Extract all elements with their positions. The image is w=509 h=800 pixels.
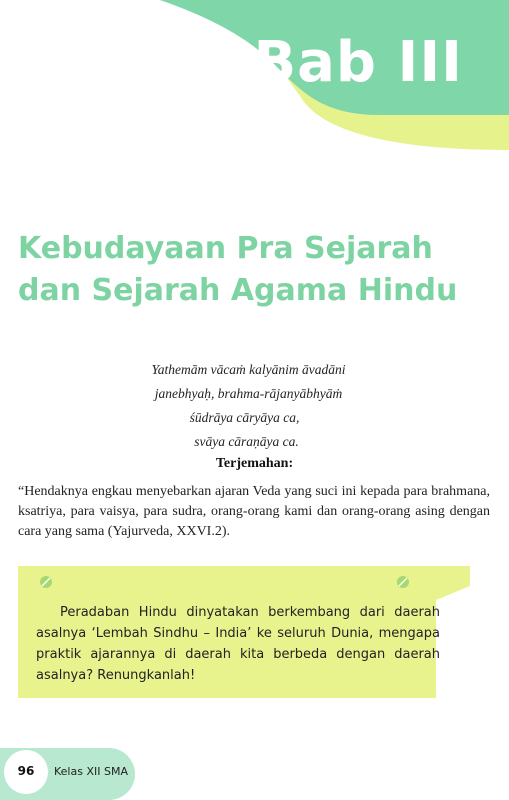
chapter-label: Bab III [253, 30, 463, 95]
translation-heading: Terjemahan: [215, 456, 294, 471]
pin-icon [40, 576, 52, 588]
chapter-title-line-1: Kebudayaan Pra Sejarah [18, 231, 433, 266]
translation-body: “Hendaknya engkau menyebarkan ajaran Veda yang suci ini kepada para brahmana, ksatriya, para vaisya, para sudra, orang-orang kami dan orang-orang asing dengan cara yang sama (Yajurveda, XXVI.2). [18, 484, 490, 539]
page-number: 96 [17, 764, 35, 778]
pin-icon [397, 576, 409, 588]
verse-line: Yathemām vācaṁ kalyānim āvadāni [151, 362, 346, 377]
chapter-title [18, 228, 488, 312]
verse-line: śūdrāya cāryāya ca, [189, 410, 300, 425]
book-label: Kelas XII SMA [54, 765, 128, 778]
verse-line: janebhyaḥ, brahma-rājanyābhyāṁ [154, 386, 343, 401]
chapter-title-line-2: dan Sejarah Agama Hindu [18, 273, 458, 308]
reflection-text: Peradaban Hindu dinyatakan berkembang dari daerah asalnya ‘Lembah Sindhu – India’ ke seluruh Dunia, mengapa praktik ajarannya di daerah kita berbeda dengan daerah asalnya? Renungkanlah! [36, 605, 440, 683]
verse-line: svāya cāraṇāya ca. [194, 434, 299, 449]
